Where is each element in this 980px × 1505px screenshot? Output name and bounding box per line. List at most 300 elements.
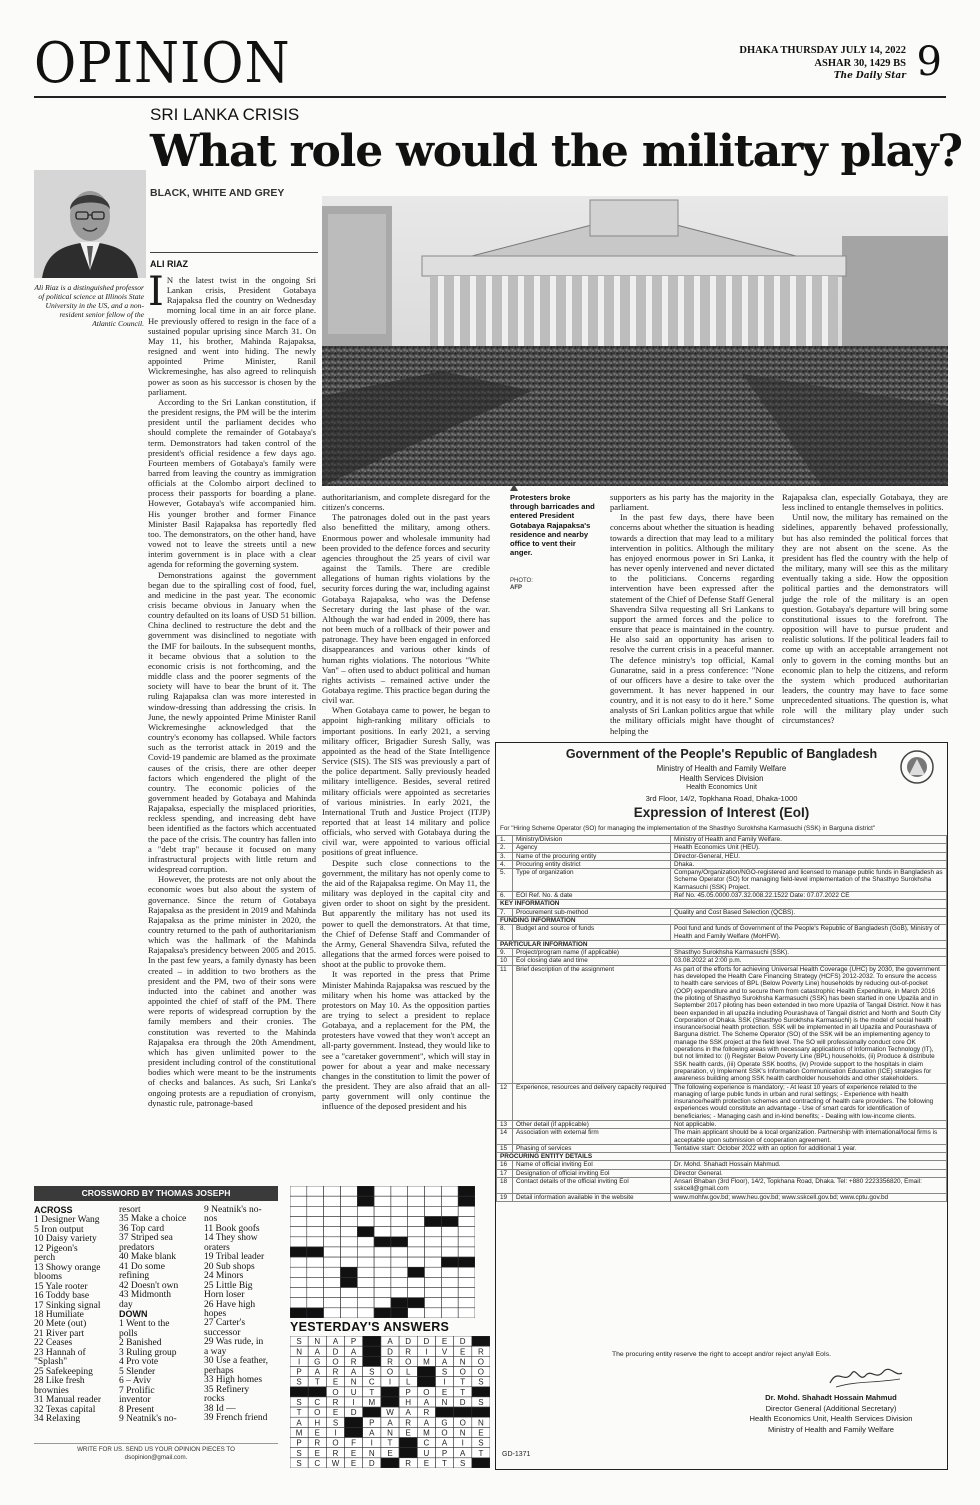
- answer-letter: T: [460, 1377, 466, 1387]
- answer-letter: A: [369, 1428, 375, 1438]
- grid-cell[interactable]: [441, 1186, 458, 1196]
- eoi-cell-value: Ansari Bhaban (3rd Floor), 14/2, Topkhana Road, Dhaka. Tel: +880 2223356820, Email: sskcell@gmail.com: [671, 1178, 947, 1194]
- grid-cell[interactable]: [458, 1217, 475, 1227]
- eoi-row: [497, 1120, 947, 1128]
- answer-letter: O: [332, 1438, 339, 1448]
- eoi-cell-number: 13: [497, 1120, 513, 1128]
- eoi-row: [497, 1129, 947, 1145]
- clue-line: blooms: [34, 1272, 62, 1283]
- grid-cell[interactable]: [441, 1277, 458, 1287]
- clue-line: 27 Carter's: [204, 1318, 246, 1329]
- clue-line: 40 Make blank: [119, 1252, 176, 1263]
- grid-cell[interactable]: [324, 1247, 341, 1257]
- answer-letter: O: [405, 1357, 412, 1367]
- article-paragraph: Demonstrations against the government began due to the spiralling cost of food, fuel, and medicine in the past year. The economic crisis became obvious in January when the country defaulted on its loans of USD 51 billion. China declined to restructure the debt and the government was disinclined to negotiate with the IMF for bailouts. In the subsequent months, it became obvious that a solution to the economic crisis is not forthcoming, and the middle class and the poorer segments of the society will have to bear the brunt of it. The ruling Rajapaksa clan was more interested in window-dressing than addressing the crisis. In June, the newly appointed Prime Minister Ranil Wickremesinghe acknowledged that the country's economy has collapsed. While factors such as the terrorist attack in 2019 and the Covid-19 pandemic are blamed as the proximate causes of the crisis, there are other deeper factors which engendered the plight of the country. The economic policies of the government headed by Gotabaya and Mahinda Rajapaksa, especially the misplaced priorities, reckless spending, and increasing debt have been identified as the factors which accentuated the pace of the crisis. The country has fallen into a "debt trap" because it focused on many infrastructural projects with little return and widespread corruption.: [148, 569, 316, 875]
- grid-cell[interactable]: [307, 1267, 324, 1277]
- grid-cell[interactable]: [341, 1186, 358, 1196]
- eoi-cell-label: Procuring entity district: [513, 860, 671, 868]
- clue-line: 7 Prolific: [119, 1385, 155, 1396]
- grid-cell[interactable]: [458, 1298, 475, 1308]
- answers-grid: [290, 1336, 490, 1468]
- grid-cell[interactable]: [425, 1288, 442, 1298]
- grid-cell[interactable]: [458, 1257, 475, 1267]
- eoi-cell-value: Director General.: [671, 1169, 947, 1177]
- clues-col-3: [204, 1206, 284, 1423]
- grid-cell[interactable]: [357, 1247, 374, 1257]
- grid-cell[interactable]: [324, 1308, 341, 1318]
- grid-cell[interactable]: [324, 1298, 341, 1308]
- clue-line: polls: [119, 1328, 138, 1339]
- answer-cell: [363, 1336, 381, 1346]
- grid-cell[interactable]: [391, 1247, 408, 1257]
- grid-cell[interactable]: [391, 1257, 408, 1267]
- grid-cell[interactable]: [408, 1227, 425, 1237]
- grid-cell[interactable]: [290, 1288, 307, 1298]
- grid-cell[interactable]: [374, 1247, 391, 1257]
- clue-line: perhaps: [204, 1365, 234, 1376]
- eoi-cell-label: EOI Ref. No. & date: [513, 892, 671, 900]
- clue-line: 24 Minors: [204, 1271, 244, 1282]
- grid-cell[interactable]: [290, 1277, 307, 1287]
- answer-letter: E: [405, 1428, 411, 1438]
- grid-cell[interactable]: [374, 1298, 391, 1308]
- answer-letter: E: [314, 1448, 320, 1458]
- grid-cell[interactable]: [341, 1206, 358, 1216]
- grid-cell[interactable]: [408, 1206, 425, 1216]
- answer-cell: [345, 1427, 363, 1437]
- grid-cell[interactable]: [391, 1196, 408, 1206]
- answer-letter: E: [387, 1448, 393, 1458]
- grid-cell[interactable]: [408, 1237, 425, 1247]
- eoi-cell-number: 15: [497, 1144, 513, 1152]
- across-clues: [34, 1216, 122, 1424]
- ad-code: GD-1371: [502, 1451, 531, 1458]
- grid-cell[interactable]: [307, 1206, 324, 1216]
- grid-cell[interactable]: [341, 1217, 358, 1227]
- grid-cell[interactable]: [408, 1257, 425, 1267]
- answer-letter: R: [350, 1357, 357, 1367]
- answer-cell: [399, 1448, 417, 1458]
- answer-letter: S: [441, 1367, 448, 1377]
- grid-cell[interactable]: [307, 1288, 324, 1298]
- clue-line: 13 Showy orange: [34, 1262, 101, 1273]
- article-paragraph: Rajapaksa clan, especially Gotabaya, they are less inclined to entangle themselves in politics.: [782, 492, 948, 513]
- eoi-row: [497, 949, 947, 957]
- eoi-row: [497, 844, 947, 852]
- grid-cell[interactable]: [458, 1288, 475, 1298]
- grid-cell[interactable]: [324, 1227, 341, 1237]
- grid-cell[interactable]: [374, 1196, 391, 1206]
- eoi-cell-number: 2.: [497, 844, 513, 852]
- grid-cell[interactable]: [458, 1206, 475, 1216]
- answer-letter: R: [405, 1418, 412, 1428]
- grid-cell[interactable]: [391, 1288, 408, 1298]
- grid-cell[interactable]: [374, 1277, 391, 1287]
- eoi-cell-label: Project/program name (if applicable): [513, 949, 671, 957]
- grid-cell[interactable]: [290, 1227, 307, 1237]
- grid-cell[interactable]: [341, 1288, 358, 1298]
- eoi-cell-value: 03.08.2022 at 2:00 p.m.: [671, 957, 947, 965]
- grid-cell[interactable]: [425, 1257, 442, 1267]
- answer-letter: A: [332, 1337, 339, 1347]
- grid-cell[interactable]: [391, 1206, 408, 1216]
- answer-letter: O: [423, 1387, 430, 1397]
- clue-line: 8 Present: [119, 1404, 155, 1415]
- eoi-cell-number: 7.: [497, 908, 513, 916]
- eoi-row: [497, 1161, 947, 1169]
- eoi-cell-label: Name of the procuring entity: [513, 852, 671, 860]
- eoi-cell-value[interactable]: www.mohfw.gov.bd; www.heu.gov.bd; www.sskcell.gov.bd; www.cptu.gov.bd: [671, 1193, 947, 1201]
- grid-cell[interactable]: [341, 1196, 358, 1206]
- grid-cell[interactable]: [391, 1308, 408, 1318]
- grid-cell[interactable]: [374, 1237, 391, 1247]
- grid-cell[interactable]: [307, 1186, 324, 1196]
- grid-cell[interactable]: [324, 1196, 341, 1206]
- answer-letter: P: [441, 1448, 448, 1458]
- answer-letter: P: [369, 1418, 375, 1428]
- answer-letter: T: [460, 1387, 466, 1397]
- grid-cell[interactable]: [374, 1217, 391, 1227]
- grid-cell[interactable]: [357, 1267, 374, 1277]
- grid-cell[interactable]: [324, 1237, 341, 1247]
- grid-cell[interactable]: [290, 1186, 307, 1196]
- grid-cell[interactable]: [374, 1186, 391, 1196]
- grid-cell[interactable]: [391, 1217, 408, 1227]
- clue-line: 28 Like fresh: [34, 1376, 85, 1387]
- grid-cell[interactable]: [357, 1308, 374, 1318]
- article-paragraph: According to the Sri Lankan constitution, if the president resigns, the PM will be the interim president until the parliament decides who should complete the remainder of Gotabaya's term. Demonstrators had taken control of the president's official residence a few days ago. Fourteen members of Gotabaya's family were barred from leaving the country as immigration officials at the Colombo airport declined to process their passports for boarding a plane. However, Gotabaya's wife accompanied him. His younger brother and former Finance Minister Basil Rajapaksa has reportedly fled too. The demonstrators, on the other hand, have vowed not to leave the streets until a new interim government is in place with a clear agenda for reforming the governing system.: [148, 396, 316, 570]
- ad-eoi-for: For "Hiring Scheme Operator (SO) for managing the implementation of the Shasthyo Surokhsha Karmasuchi (SSK) in Barguna district": [500, 825, 876, 832]
- grid-cell[interactable]: [458, 1227, 475, 1237]
- grid-cell[interactable]: [425, 1277, 442, 1287]
- grid-cell[interactable]: [357, 1257, 374, 1267]
- grid-cell[interactable]: [425, 1227, 442, 1237]
- answer-letter: N: [314, 1337, 321, 1347]
- photo-caption: Protesters broke through barricades and entered President Gotabaya Rajapaksa's residence and nearby office to vent their anger.: [510, 493, 595, 558]
- answer-letter: A: [441, 1357, 448, 1367]
- grid-cell[interactable]: [391, 1267, 408, 1277]
- grid-cell[interactable]: [341, 1257, 358, 1267]
- grid-cell[interactable]: [458, 1186, 475, 1196]
- grid-cell[interactable]: [324, 1277, 341, 1287]
- answer-cell: [472, 1458, 490, 1468]
- article-paragraph: authoritarianism, and complete disregard for the citizen's concerns.: [322, 492, 490, 513]
- eoi-section-label: PROCURING ENTITY DETAILS: [497, 1153, 947, 1161]
- answer-letter: R: [332, 1448, 339, 1458]
- answer-letter: A: [460, 1448, 466, 1458]
- grid-cell[interactable]: [290, 1206, 307, 1216]
- grid-cell[interactable]: [374, 1227, 391, 1237]
- article-paragraph: supporters as his party has the majority in the parliament.: [610, 492, 774, 513]
- answer-letter: C: [368, 1377, 375, 1387]
- grid-cell[interactable]: [441, 1267, 458, 1277]
- grid-cell[interactable]: [441, 1308, 458, 1318]
- eoi-cell-value: Pool fund and funds of Government of the People's Republic of Bangladesh (GoB), Ministry of Health and Family Welfare (MoHFW).: [671, 925, 947, 941]
- answer-cell: [472, 1336, 490, 1346]
- answer-letter: H: [405, 1398, 412, 1407]
- eoi-row: [497, 1169, 947, 1177]
- answer-letter: T: [387, 1438, 393, 1448]
- answer-letter: I: [370, 1438, 373, 1448]
- answer-letter: A: [423, 1398, 430, 1407]
- eoi-cell-value: Dr. Mohd. Shahadt Hossain Mahmud.: [671, 1161, 947, 1169]
- grid-cell[interactable]: [290, 1237, 307, 1247]
- grid-cell[interactable]: [290, 1298, 307, 1308]
- answer-letter: F: [351, 1438, 357, 1448]
- article-paragraph: However, the protests are not only about the economic woes but also about the system of governance. Since the return of Gotabaya Rajapaksa as the president in 2019 and Mahinda Rajapaksa as the prime minister in 2020, the country returned to the path of authoritarianism which was the hallmark of the Mahinda Rajapaksa's presidency between 2005 and 2015. In the past few years, a family dynasty has been created – in addition to two brothers as the president and the PM, two of their sons were inducted into the cabinet and another was appointed the chief of staff of the PM. There were reports of widespread corruption by the family members and their cronies. The constitution was reverted to the Mahinda Rajapaksa era through the 20th Amendment, which has given unlimited power to the president including control of the constitutional bodies which were meant to be the instruments of checks and balances. As such, Sri Lanka's ongoing protests are a repudiation of cronyism, dynastic rule, patronage-based: [148, 874, 316, 1108]
- eoi-cell-value: Dhaka.: [671, 860, 947, 868]
- answer-letter: W: [386, 1408, 394, 1418]
- clue-line: 11 Book goofs: [204, 1223, 260, 1234]
- grid-cell[interactable]: [357, 1206, 374, 1216]
- answer-letter: I: [388, 1377, 392, 1387]
- answer-letter: I: [443, 1377, 446, 1387]
- grid-cell[interactable]: [341, 1308, 358, 1318]
- grid-cell[interactable]: [425, 1237, 442, 1247]
- eoi-row: [497, 1193, 947, 1201]
- answer-letter: E: [350, 1448, 357, 1458]
- article-column-4: [782, 492, 948, 736]
- grid-cell[interactable]: [408, 1247, 425, 1257]
- answer-letter: I: [334, 1428, 337, 1438]
- eoi-cell-value: Quality and Cost Based Selection (QCBS).: [671, 908, 947, 916]
- grid-cell[interactable]: [307, 1217, 324, 1227]
- signature-icon: [826, 1363, 906, 1389]
- grid-cell[interactable]: [408, 1308, 425, 1318]
- clue-line: 16 Toddy base: [34, 1291, 90, 1302]
- grid-cell[interactable]: [391, 1186, 408, 1196]
- grid-cell[interactable]: [357, 1217, 374, 1227]
- answer-cell: [454, 1407, 472, 1417]
- answer-letter: E: [441, 1337, 448, 1347]
- grid-cell[interactable]: [357, 1196, 374, 1206]
- eoi-cell-number: 19: [497, 1193, 513, 1201]
- answer-cell: [472, 1407, 490, 1417]
- grid-cell[interactable]: [324, 1217, 341, 1227]
- answer-letter: S: [296, 1337, 302, 1347]
- answer-letter: E: [332, 1377, 339, 1387]
- eoi-cell-number: 5.: [497, 869, 513, 892]
- clue-line: 4 Pro vote: [119, 1357, 159, 1368]
- eoi-cell-value: The following experience is mandatory; - At least 10 years of experience related to the managing of large public funds in urban and rural settings; - Experience with health insurance/health protection schemes and contracting of health care providers. The following experiences would constitute an advantage - Use of smart cards for identification of beneficiaries; - Managing cash and in-kind benefits; - Dealing with low-income clients.: [671, 1083, 947, 1120]
- clue-line: 20 Sub shops: [204, 1261, 255, 1272]
- answer-letter: N: [296, 1347, 302, 1357]
- clue-line: 22 Ceases: [34, 1338, 73, 1349]
- grid-cell[interactable]: [357, 1277, 374, 1287]
- answer-letter: S: [478, 1398, 484, 1407]
- grid-cell[interactable]: [290, 1257, 307, 1267]
- answer-letter: C: [314, 1398, 321, 1407]
- answer-letter: R: [405, 1347, 412, 1357]
- grid-cell[interactable]: [441, 1217, 458, 1227]
- grid-cell[interactable]: [307, 1247, 324, 1257]
- answer-letter: D: [350, 1408, 357, 1418]
- clue-line: predators: [119, 1242, 155, 1253]
- eoi-cell-value: Health Economics Unit (HEU).: [671, 844, 947, 852]
- eoi-cell-number: 10: [497, 957, 513, 965]
- eoi-cell-label: EoI closing date and time: [513, 957, 671, 965]
- grid-cell[interactable]: [425, 1298, 442, 1308]
- eoi-row: [497, 852, 947, 860]
- answer-letter: N: [387, 1428, 393, 1438]
- eoi-cell-label: Designation of official inviting EoI: [513, 1169, 671, 1177]
- grid-cell[interactable]: [374, 1206, 391, 1216]
- answer-letter: L: [405, 1367, 411, 1377]
- grid-cell[interactable]: [458, 1247, 475, 1257]
- clue-line: 42 Doesn't own: [119, 1280, 179, 1291]
- article-paragraph: In the past few days, there have been concerns about whether the situation is heading towards a direction that may lead to a military intervention in politics. Although the military has enjoyed enormous power in Sri Lanka, it has never openly intervened and never dictated to the politicians. Concerns regarding intervention have been expressed after the statement of the Chief of Defense Staff General Shavendra Silva requesting all Sri Lankans to support the armed forces and the police to ensure that peace is maintained in the country. He also said an opportunity has arisen to resolve the current crisis in a peaceful manner. The defence ministry's top official, Kamal Gunaratne, said in a press conference: "None of our officers have a desire to take over the government. It has never happened in our country, and it is not easy to do it here." Some analysts of Sri Lankan politics argue that while the military officials might have thought of helping the: [610, 512, 774, 736]
- grid-cell[interactable]: [441, 1237, 458, 1247]
- grid-cell[interactable]: [391, 1298, 408, 1308]
- grid-cell[interactable]: [391, 1227, 408, 1237]
- eoi-cell-label: Type of organization: [513, 869, 671, 892]
- grid-cell[interactable]: [441, 1298, 458, 1308]
- grid-cell[interactable]: [374, 1288, 391, 1298]
- grid-cell[interactable]: [357, 1237, 374, 1247]
- grid-cell[interactable]: [374, 1267, 391, 1277]
- grid-cell[interactable]: [307, 1227, 324, 1237]
- grid-cell[interactable]: [441, 1288, 458, 1298]
- eoi-cell-value: Director-General, HEU.: [671, 852, 947, 860]
- grid-cell[interactable]: [441, 1257, 458, 1267]
- grid-cell[interactable]: [307, 1298, 324, 1308]
- answer-cell: [363, 1356, 381, 1366]
- grid-cell[interactable]: [341, 1267, 358, 1277]
- clue-line: resort: [119, 1205, 141, 1215]
- grid-cell[interactable]: [425, 1196, 442, 1206]
- grid-cell[interactable]: [391, 1277, 408, 1287]
- grid-cell[interactable]: [324, 1257, 341, 1267]
- answer-letter: U: [350, 1387, 357, 1397]
- grid-cell[interactable]: [458, 1308, 475, 1318]
- grid-cell[interactable]: [441, 1247, 458, 1257]
- eoi-cell-label: Ministry/Division: [513, 836, 671, 844]
- grid-cell[interactable]: [458, 1196, 475, 1206]
- grid-cell[interactable]: [408, 1298, 425, 1308]
- grid-cell[interactable]: [307, 1308, 324, 1318]
- signer-ministry: Ministry of Health and Family Welfare: [767, 1424, 895, 1434]
- grid-cell[interactable]: [391, 1237, 408, 1247]
- grid-cell[interactable]: [441, 1227, 458, 1237]
- eoi-cell-label: Budget and source of funds: [513, 925, 671, 941]
- eoi-cell-label: Contact details of the official inviting EoI: [513, 1178, 671, 1194]
- write-for-us: WRITE FOR US. SEND US YOUR OPINION PIECES TO dsopinion@gmail.com.: [34, 1443, 278, 1462]
- grid-cell[interactable]: [408, 1267, 425, 1277]
- grid-cell[interactable]: [425, 1247, 442, 1257]
- grid-cell[interactable]: [374, 1257, 391, 1267]
- grid-cell[interactable]: [324, 1288, 341, 1298]
- grid-cell[interactable]: [357, 1186, 374, 1196]
- grid-cell[interactable]: [441, 1196, 458, 1206]
- grid-cell[interactable]: [408, 1277, 425, 1287]
- eoi-row: [497, 1178, 947, 1194]
- eoi-row: [497, 925, 947, 941]
- clue-line: 36 Top card: [119, 1223, 165, 1234]
- grid-cell[interactable]: [341, 1277, 358, 1287]
- grid-cell[interactable]: [408, 1186, 425, 1196]
- opinion-email[interactable]: dsopinion@gmail.com.: [124, 1454, 188, 1461]
- grid-cell[interactable]: [458, 1267, 475, 1277]
- grid-cell[interactable]: [425, 1206, 442, 1216]
- grid-cell[interactable]: [324, 1206, 341, 1216]
- grid-cell[interactable]: [425, 1217, 442, 1227]
- column-name: BLACK, WHITE AND GREY: [150, 187, 285, 199]
- grid-cell[interactable]: [458, 1277, 475, 1287]
- grid-cell[interactable]: [357, 1298, 374, 1308]
- grid-cell[interactable]: [408, 1196, 425, 1206]
- article-paragraph: When Gotabaya came to power, he began to appoint high-ranking military officials to important positions. In early 2021, a serving military officer, Brigadier Suresh Sally, was appointed as the head of the State Intelligence Service (SIS). The SIS was previously a part of the police department. Sally previously headed military intelligence. Besides, several retired military officials were appointed as secretaries of various ministries. In early 2021, the International Truth and Justice Project (ITJP) reported that at least 14 military and police officials, who served with Gotabaya during the civil war, were appointed to various official positions of great influence.: [322, 705, 490, 858]
- grid-cell[interactable]: [357, 1227, 374, 1237]
- ad-gov-title: Government of the People's Republic of Bangladesh: [565, 747, 878, 761]
- grid-cell[interactable]: [324, 1267, 341, 1277]
- eoi-cell-label: Brief description of the assignment: [513, 965, 671, 1083]
- clue-line: hopes: [204, 1308, 227, 1319]
- answer-letter: A: [350, 1347, 357, 1357]
- grid-cell[interactable]: [408, 1288, 425, 1298]
- answer-cell: [417, 1377, 435, 1387]
- grid-cell[interactable]: [341, 1247, 358, 1257]
- author-byline: ALI RIAZ: [150, 259, 188, 269]
- grid-cell[interactable]: [307, 1237, 324, 1247]
- grid-cell[interactable]: [290, 1217, 307, 1227]
- grid-cell[interactable]: [307, 1277, 324, 1287]
- grid-cell[interactable]: [290, 1247, 307, 1257]
- crossword-grid[interactable]: [290, 1186, 475, 1318]
- drop-cap: I: [148, 275, 164, 315]
- grid-cell[interactable]: [324, 1186, 341, 1196]
- grid-cell[interactable]: [357, 1288, 374, 1298]
- clue-line: 1 Went to the: [119, 1319, 170, 1330]
- answer-letter: S: [369, 1367, 375, 1377]
- grid-cell[interactable]: [290, 1267, 307, 1277]
- answer-letter: R: [332, 1398, 339, 1407]
- answer-cell: [399, 1438, 417, 1448]
- answer-letter: E: [350, 1459, 357, 1468]
- grid-cell[interactable]: [425, 1267, 442, 1277]
- grid-cell[interactable]: [290, 1196, 307, 1206]
- answer-letter: R: [478, 1347, 484, 1357]
- eoi-row: [497, 957, 947, 965]
- clue-line: 21 River part: [34, 1328, 85, 1339]
- eoi-row: [497, 860, 947, 868]
- grid-cell[interactable]: [441, 1206, 458, 1216]
- grid-cell[interactable]: [408, 1217, 425, 1227]
- grid-cell[interactable]: [307, 1196, 324, 1206]
- answer-cell: [381, 1397, 399, 1407]
- grid-cell[interactable]: [458, 1237, 475, 1247]
- clue-line: 30 Use a feather,: [204, 1356, 268, 1367]
- eoi-row: [497, 1144, 947, 1152]
- grid-cell[interactable]: [341, 1237, 358, 1247]
- answer-cell: [308, 1387, 326, 1397]
- grid-cell[interactable]: [341, 1298, 358, 1308]
- article-headline: What role would the military play?: [150, 126, 962, 177]
- answer-letter: E: [314, 1428, 320, 1438]
- grid-cell[interactable]: [374, 1308, 391, 1318]
- date-line: DHAKA THURSDAY JULY 14, 2022: [739, 45, 906, 56]
- clue-line: 25 Little Big: [204, 1280, 253, 1291]
- grid-cell[interactable]: [341, 1227, 358, 1237]
- grid-cell[interactable]: [307, 1257, 324, 1267]
- eoi-row: [497, 965, 947, 1083]
- grid-cell[interactable]: [425, 1308, 442, 1318]
- answer-letter: E: [441, 1387, 448, 1397]
- grid-cell[interactable]: [290, 1308, 307, 1318]
- down-label: DOWN: [119, 1308, 148, 1319]
- clue-line: 26 Have high: [204, 1299, 256, 1310]
- grid-cell[interactable]: [425, 1186, 442, 1196]
- eoi-cell-value: The main applicant should be a local organization. Partnership with international/local firms is acceptable upon submission of cooperation agreement.: [671, 1129, 947, 1145]
